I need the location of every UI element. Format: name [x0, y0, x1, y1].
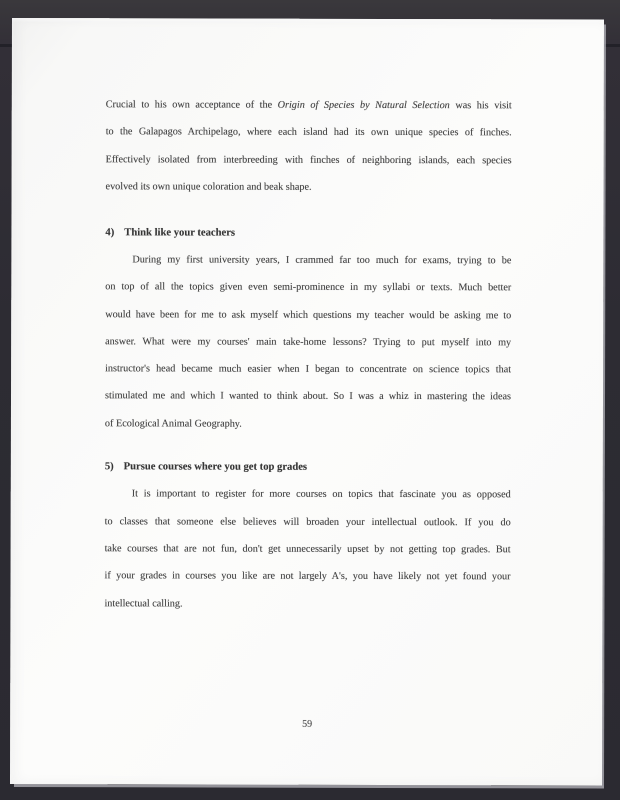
section-5-heading: [105, 453, 511, 481]
text-line: answer. What were my courses' main take-home lessons? Trying to put myself into my: [105, 336, 512, 349]
text-line: stimulated me and which I wanted to think about. So I was a whiz in mastering the ideas: [104, 390, 512, 403]
page-number: 59: [302, 718, 313, 730]
text-line: Effectively isolated from interbreeding with finches of neighboring islands, each species: [105, 153, 512, 166]
text-segment: Crucial to his own acceptance of the: [105, 99, 278, 111]
italic-text-segment: Origin of Species by Natural Selection: [277, 99, 450, 112]
text-line: of Ecological Animal Geography.: [104, 418, 242, 430]
text-line: take courses that are not fun, don't get unnecessarily upset by not getting top grades. But: [104, 543, 511, 556]
text-line: intellectual calling.: [104, 597, 183, 609]
text-line: to classes that someone else believes will broaden your intellectual outlook. If you do: [104, 515, 511, 528]
text-line: would have been for me to ask myself which questions my teacher would be asking me to: [105, 308, 512, 321]
text-line: During my first university years, I crammed far too much for exams, trying to be: [132, 254, 512, 267]
text-line: to the Galapagos Archipelago, where each island had its own unique species of finches.: [105, 126, 512, 139]
section-4: [105, 219, 512, 438]
section-4-heading: [105, 219, 511, 247]
section-number: 4): [105, 226, 115, 238]
section-title: Think like your teachers: [124, 226, 236, 239]
text-segment: was his visit: [449, 100, 512, 112]
text-line: on top of all the topics given even semi-prominence in my syllabi or texts. Much better: [105, 281, 512, 294]
page-content: [104, 91, 511, 618]
text-line: if your grades in courses you like are not largely A's, you have likely not yet found your: [104, 570, 511, 583]
document-page: [10, 18, 604, 786]
section-4-paragraph: [105, 246, 511, 438]
text-line: instructor's head became much easier when I began to concentrate on science topics that: [105, 363, 512, 376]
section-title: Pursue courses where you get top grades: [123, 461, 308, 473]
text-line: [106, 91, 512, 119]
text-line: It is important to register for more courses on topics that fascinate you as opposed: [131, 488, 511, 501]
section-5-paragraph: [104, 481, 510, 619]
section-number: 5): [104, 461, 114, 473]
text-line: evolved its own unique coloration and beak shape.: [105, 181, 312, 193]
section-5: [104, 453, 510, 618]
intro-paragraph: [106, 91, 512, 201]
